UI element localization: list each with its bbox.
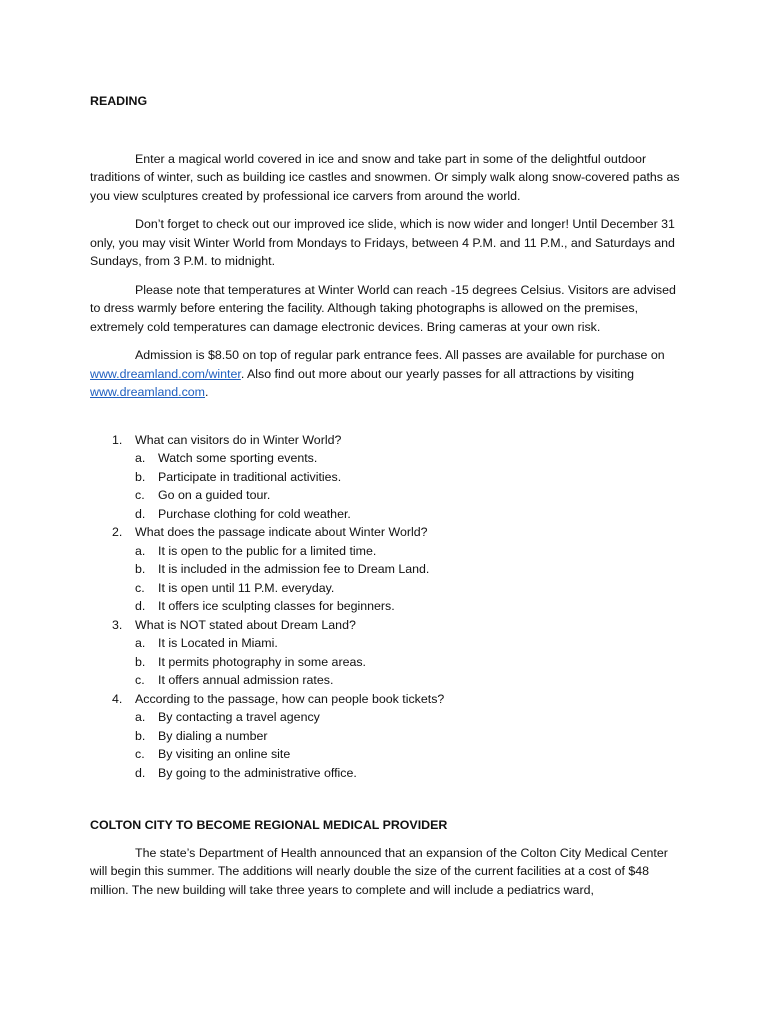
question-item (90, 523, 680, 616)
article-heading: COLTON CITY TO BECOME REGIONAL MEDICAL PROVIDER (90, 818, 448, 832)
paragraph-temperature: Please note that temperatures at Winter World can reach -15 degrees Celsius. Visitors are advised to dress warmly before entering the facility. Although taking photographs is allowed on the premises, extremely cold temperatures can damage electronic devices. Bring cameras at your own risk. (90, 282, 676, 334)
reading-heading: READING (90, 94, 148, 108)
question-item (90, 616, 680, 690)
question-number: 1. (112, 432, 123, 447)
option-text: Purchase clothing for cold weather. (158, 506, 351, 521)
option-text: By contacting a travel agency (158, 710, 320, 724)
question-number: 2. (112, 525, 123, 539)
option-list (90, 542, 680, 616)
option-letter: b. (135, 728, 146, 743)
option-letter: c. (135, 747, 145, 761)
option-text: It is included in the admission fee to Dream Land. (158, 562, 430, 576)
paragraph-admission (90, 346, 680, 402)
admission-text-c: . (205, 385, 209, 399)
option-item (90, 486, 680, 505)
option-list (90, 449, 680, 523)
option-item (90, 727, 680, 746)
option-item (90, 560, 680, 579)
option-item (90, 634, 680, 653)
paragraph-medical-center: The state’s Department of Health announced that an expansion of the Colton City Medical Center will begin this summer. The additions will nearly double the size of the current facilities at a cost of $48 million. The new building will take three years to complete and will include a pediatrics ward, (90, 845, 668, 897)
question-text: What is NOT stated about Dream Land? (135, 617, 356, 632)
question-item (90, 431, 680, 524)
winter-link[interactable]: www.dreamland.com/winter (90, 366, 241, 381)
option-item (90, 449, 680, 468)
dreamland-link[interactable]: www.dreamland.com (90, 385, 206, 399)
option-item (90, 764, 680, 783)
option-item (90, 653, 680, 672)
option-item (90, 745, 680, 764)
option-text: It is open to the public for a limited time. (158, 543, 377, 558)
option-letter: c. (135, 580, 145, 595)
question-number: 3. (112, 617, 123, 632)
option-item (90, 505, 680, 524)
paragraph-intro: Enter a magical world covered in ice and snow and take part in some of the delightful outdoor traditions of winter, such as building ice castles and snowmen. Or simply walk along snow-covered paths as you view sculptures created by professional ice carvers from around the world. (90, 151, 680, 203)
option-letter: c. (135, 488, 145, 502)
option-letter: d. (135, 599, 146, 613)
option-item (90, 708, 680, 727)
option-text: It is open until 11 P.M. everyday. (158, 580, 335, 595)
option-letter: a. (135, 710, 146, 724)
question-item (90, 690, 680, 783)
option-letter: c. (135, 673, 145, 687)
option-text: By visiting an online site (158, 747, 291, 761)
option-item (90, 597, 680, 616)
paragraph-ice-slide: Don’t forget to check out our improved ice slide, which is now wider and longer! Until December 31 only, you may visit Winter World from Mondays to Fridays, between 4 P.M. and 11 P.M., and Saturdays and Sundays, from 3 P.M. to midnight. (90, 217, 675, 268)
option-item (90, 542, 680, 561)
question-number: 4. (112, 691, 123, 706)
option-letter: d. (135, 506, 146, 521)
option-list (90, 634, 680, 690)
option-text: It is Located in Miami. (158, 636, 278, 650)
option-text: It offers ice sculpting classes for beginners. (158, 599, 395, 613)
option-letter: a. (135, 543, 146, 558)
option-item (90, 468, 680, 487)
option-letter: b. (135, 562, 146, 576)
question-text: According to the passage, how can people book tickets? (135, 691, 445, 706)
option-letter: d. (135, 765, 146, 780)
admission-text-b: . Also find out more about our yearly passes for all attractions by visiting (240, 366, 635, 381)
question-text: What can visitors do in Winter World? (135, 432, 342, 447)
option-letter: b. (135, 469, 146, 484)
option-text: Watch some sporting events. (158, 451, 318, 465)
question-text: What does the passage indicate about Winter World? (135, 525, 428, 539)
question-list (90, 431, 680, 783)
option-letter: a. (135, 451, 146, 465)
option-text: Participate in traditional activities. (158, 469, 342, 484)
option-text: It permits photography in some areas. (158, 654, 366, 669)
document-content (90, 92, 680, 909)
option-list (90, 708, 680, 782)
option-text: It offers annual admission rates. (158, 673, 334, 687)
option-item (90, 671, 680, 690)
option-letter: b. (135, 654, 146, 669)
option-text: By going to the administrative office. (158, 765, 357, 780)
option-text: Go on a guided tour. (158, 488, 271, 502)
option-item (90, 579, 680, 598)
admission-text-a: Admission is $8.50 on top of regular park entrance fees. All passes are available for purchase on (135, 348, 665, 362)
option-letter: a. (135, 636, 146, 650)
option-text: By dialing a number (158, 728, 268, 743)
